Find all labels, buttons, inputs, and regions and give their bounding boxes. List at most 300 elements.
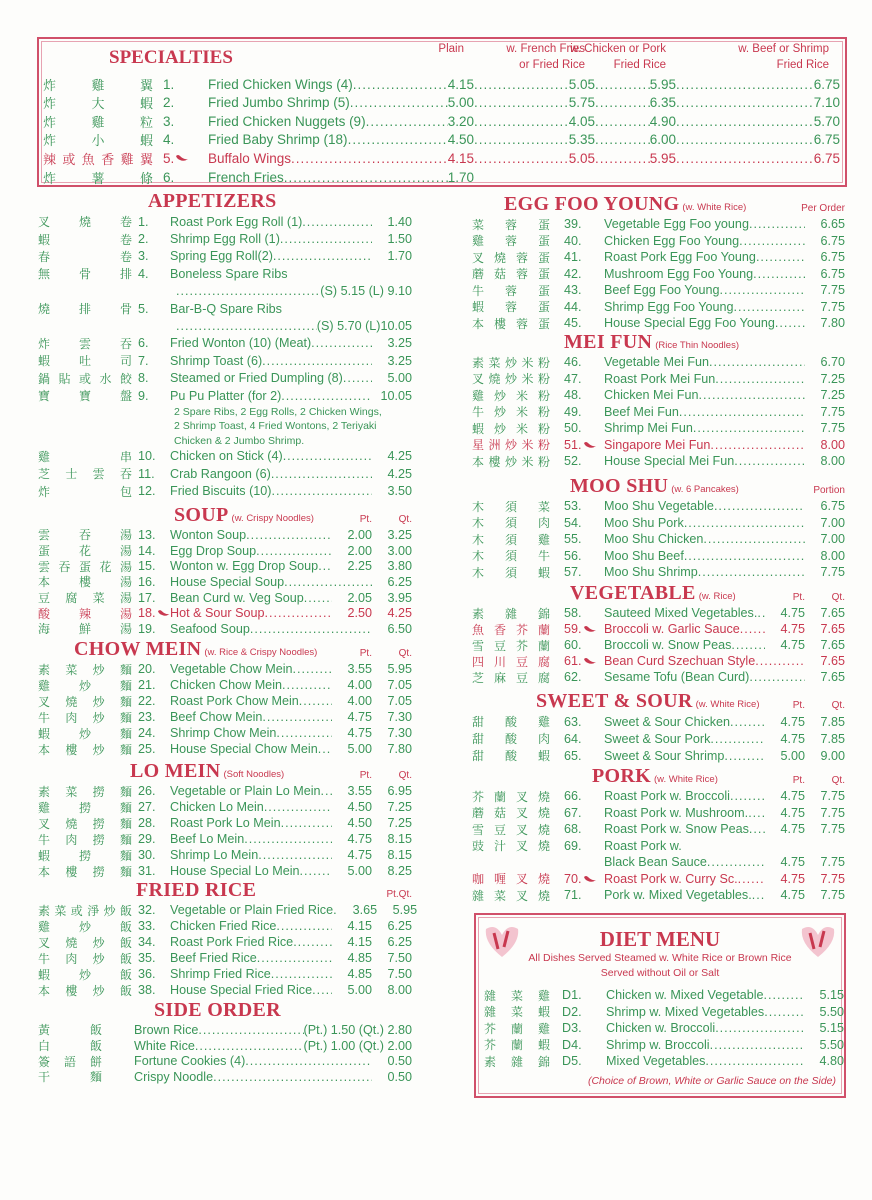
- item-body: [134, 1023, 412, 1037]
- dot-leader: [739, 234, 805, 248]
- price-segment: [474, 114, 595, 129]
- item-body: [604, 549, 845, 563]
- price-segment: [474, 151, 595, 166]
- section-sweet-sour: [472, 691, 845, 764]
- price-column-label: Pt.: [359, 514, 372, 525]
- item-body: [170, 832, 412, 846]
- specialty-row: [39, 94, 840, 112]
- chinese-name: 雲吞蛋花湯: [38, 559, 132, 574]
- item-number: [564, 516, 604, 530]
- dot-leader: [281, 389, 372, 403]
- item-name: Sweet & Sour Pork: [604, 731, 711, 746]
- price-segment: [474, 95, 595, 110]
- item-number: [138, 575, 170, 589]
- dot-leader: [299, 694, 332, 708]
- section-title: MOO SHU: [570, 475, 669, 497]
- dot-leader: [474, 95, 569, 110]
- item-name: Vegetable Egg Foo young: [604, 217, 749, 232]
- item-number: [564, 715, 604, 729]
- item-number-text: 52.: [564, 454, 582, 469]
- price-column-label: Qt.: [398, 514, 412, 525]
- chinese-name: 雪豆芥蘭: [472, 638, 550, 653]
- dot-leader: [684, 516, 805, 530]
- price-column-labels: [801, 203, 845, 214]
- price-column-labels: [386, 889, 412, 900]
- item-number-text: 68.: [564, 822, 582, 837]
- item-number: [138, 267, 170, 281]
- item-name: Bar-B-Q Spare Ribs: [170, 301, 282, 316]
- item-number: [138, 544, 170, 558]
- chinese-name: 蝦撈麵: [38, 848, 132, 863]
- chinese-name: 豆腐菜湯: [38, 591, 132, 606]
- item-number: [138, 983, 170, 997]
- chinese-name: 雞 串: [38, 449, 132, 464]
- dot-leader: [756, 250, 805, 264]
- dot-leader: [707, 855, 765, 869]
- chinese-name: 木須肉: [472, 516, 550, 531]
- item-body: [604, 622, 845, 636]
- dot-leader: [264, 800, 332, 814]
- item-name: Singapore Mei Fun: [604, 437, 711, 452]
- price: 2.05: [347, 590, 372, 605]
- column-header-2: [570, 41, 666, 73]
- dot-leader: [195, 1039, 304, 1053]
- dot-leader: [176, 284, 320, 298]
- price-column-label: Pt.: [359, 648, 372, 659]
- dot-leader: [176, 319, 317, 333]
- price: 6.75: [813, 76, 840, 92]
- menu-item: [472, 653, 845, 669]
- item-number-text: 15.: [138, 559, 156, 574]
- dot-leader: [714, 499, 805, 513]
- section-vegetable: [472, 583, 845, 685]
- item-number-text: D3.: [562, 1021, 582, 1036]
- specialty-row: [39, 131, 840, 149]
- section-heading: [174, 504, 314, 527]
- item-number-text: 10.: [138, 449, 156, 464]
- item-number-text: 4.: [138, 266, 149, 281]
- price: 6.25: [387, 574, 412, 589]
- item-number: [564, 454, 604, 468]
- item-body: [134, 1054, 412, 1068]
- menu-item: [38, 783, 412, 799]
- item-body: [604, 888, 845, 902]
- dot-leader: [258, 848, 332, 862]
- menu-item: [472, 713, 845, 730]
- price: 2.00: [347, 543, 372, 558]
- section-header: [38, 1000, 412, 1022]
- item-number-text: 7.: [138, 353, 149, 368]
- price-column-label: Qt.: [831, 775, 845, 786]
- menu-item: [38, 863, 412, 879]
- dot-leader: [321, 784, 332, 798]
- price: 7.80: [820, 316, 845, 331]
- dot-leader: [764, 1005, 804, 1019]
- price: 5.95: [392, 903, 418, 917]
- dot-leader: [731, 638, 765, 652]
- chinese-name: 星洲炒米粉: [472, 438, 550, 453]
- dot-leader: [271, 967, 332, 981]
- hot-pepper-icon: [583, 875, 597, 883]
- item-number-text: 55.: [564, 532, 582, 547]
- chinese-name: 鍋貼或水餃: [38, 371, 132, 386]
- item-number: [138, 302, 170, 316]
- item-number-text: 65.: [564, 748, 582, 763]
- menu-item: [484, 1020, 844, 1037]
- section-subtitle: (w. Rice): [698, 591, 736, 602]
- price: 7.75: [820, 283, 845, 298]
- item-number: [138, 832, 170, 846]
- item-name: Roast Pork w.: [604, 838, 682, 853]
- price: 6.75: [813, 132, 840, 148]
- menu-item: [472, 371, 845, 388]
- item-number-text: 60.: [564, 638, 582, 652]
- chinese-name: 雞炒飯: [38, 919, 132, 934]
- menu-item: [38, 693, 412, 709]
- menu-item: [472, 453, 845, 470]
- item-name: Beef Fried Rice: [170, 951, 257, 965]
- item-number: [564, 234, 604, 248]
- chinese-name: 寶寶盤: [38, 389, 132, 404]
- menu-item: [472, 871, 845, 888]
- section-heading: [504, 193, 746, 216]
- item-number-text: 17.: [138, 590, 156, 605]
- item-body: [604, 715, 845, 729]
- chinese-name: 雜菜雞: [484, 988, 550, 1003]
- menu-item: [38, 230, 412, 247]
- item-number-text: 70.: [564, 871, 582, 886]
- item-number-text: 57.: [564, 565, 582, 580]
- item-body: [170, 302, 412, 316]
- item-body: [604, 438, 845, 452]
- chinese-name: 雲吞湯: [38, 528, 132, 543]
- item-number: [138, 249, 170, 263]
- price: 5.00: [447, 95, 474, 111]
- chinese-name: 干 麵: [38, 1070, 102, 1085]
- dot-leader: [595, 95, 650, 110]
- chinese-name: 雜菜蝦: [484, 1005, 550, 1020]
- price-segment: [676, 77, 840, 92]
- item-number-text: 59.: [564, 622, 582, 636]
- item-number: [564, 499, 604, 513]
- chinese-name: 咖喱叉燒: [472, 872, 550, 887]
- item-name: Shrimp Mei Fun: [604, 421, 693, 436]
- item-number: [564, 372, 604, 386]
- chinese-name: 四川豆腐: [472, 654, 550, 669]
- menu-item: [38, 483, 412, 500]
- price-column-label: Pt.: [792, 592, 805, 603]
- menu-item: [472, 637, 845, 653]
- section-title: EGG FOO YOUNG: [504, 193, 680, 215]
- item-name: Seafood Soup: [170, 621, 250, 636]
- item-number: [564, 388, 604, 402]
- price: 6.75: [820, 250, 845, 265]
- item-body: [170, 951, 412, 965]
- item-number-text: 9.: [138, 388, 149, 403]
- price: 5.00: [347, 742, 372, 756]
- section-heading: [564, 331, 739, 354]
- item-number-text: 11.: [138, 466, 155, 481]
- price: 3.25: [387, 527, 412, 542]
- price: 2.25: [347, 559, 372, 574]
- item-body: [604, 822, 845, 836]
- section-subtitle: (w. Crispy Noodles): [231, 513, 314, 524]
- column-header-line: Plain: [438, 43, 464, 55]
- specialty-row: [39, 75, 840, 93]
- section-header: [472, 766, 845, 788]
- dot-leader: [752, 888, 765, 902]
- item-body: [170, 267, 412, 281]
- item-number: [564, 549, 604, 563]
- diet-menu-box: [474, 913, 846, 1098]
- price: 7.75: [820, 565, 845, 580]
- item-body: [170, 336, 412, 350]
- chinese-name: 蝦炒米粉: [472, 421, 550, 436]
- price: 3.95: [387, 590, 412, 605]
- price: 6.75: [820, 266, 845, 281]
- item-number: [564, 565, 604, 579]
- item-body: [170, 800, 412, 814]
- dot-leader: [749, 822, 765, 836]
- menu-item: [472, 249, 845, 266]
- dot-leader: [276, 726, 332, 740]
- price: 9.00: [820, 748, 845, 763]
- item-name: Pork w. Mixed Vegetables.: [604, 888, 752, 903]
- price: 6.95: [387, 784, 412, 798]
- chinese-name: 本樓蓉蛋: [472, 316, 550, 331]
- hot-pepper-icon: [583, 441, 597, 449]
- item-number: [564, 749, 604, 763]
- price: 1.50: [387, 232, 412, 247]
- menu-item: [472, 515, 845, 532]
- menu-item: [38, 1022, 412, 1038]
- menu-item: [484, 987, 844, 1004]
- item-number-text: 71.: [564, 888, 582, 903]
- chinese-name: 甜酸肉: [472, 732, 550, 746]
- price-column-label: Pt.: [792, 700, 805, 711]
- price: 4.15: [447, 150, 474, 166]
- price: 5.50: [819, 1037, 844, 1052]
- item-number: [163, 95, 208, 110]
- dot-leader: [244, 832, 332, 846]
- item-body: [604, 355, 845, 369]
- menu-item: [38, 590, 412, 606]
- item-body: [170, 449, 412, 463]
- price-sizes: (Pt.) 1.50 (Qt.) 2.80: [303, 1022, 412, 1037]
- dot-leader: [676, 151, 814, 166]
- chinese-name: 炸雲吞: [38, 336, 132, 351]
- menu-item: [472, 315, 845, 332]
- item-number: [564, 606, 604, 620]
- price: 5.95: [649, 76, 676, 92]
- price-column-labels: [765, 592, 845, 603]
- dot-leader: [281, 816, 332, 830]
- dot-leader: [246, 528, 332, 542]
- price: 7.75: [820, 855, 845, 870]
- item-number-text: 22.: [138, 694, 156, 708]
- item-body: [170, 591, 412, 605]
- item-body: [604, 499, 845, 513]
- price: 4.75: [347, 726, 372, 740]
- price-segment: [595, 151, 676, 166]
- price: 8.00: [820, 437, 845, 452]
- section-title: SIDE ORDER: [154, 999, 281, 1021]
- item-number-text: 51.: [564, 437, 582, 452]
- price: 7.65: [820, 606, 845, 620]
- item-description: 2 Spare Ribs, 2 Egg Rolls, 2 Chicken Wings,: [174, 405, 382, 418]
- item-body: [606, 1005, 844, 1019]
- section-heading: [536, 690, 759, 713]
- price: 4.85: [347, 967, 372, 981]
- item-body: [170, 919, 412, 933]
- chinese-name: 叉燒卷: [38, 215, 132, 230]
- dot-leader: [474, 151, 569, 166]
- item-name: Boneless Spare Ribs: [170, 266, 288, 281]
- item-name: French Fries: [208, 169, 284, 185]
- item-number: [564, 806, 604, 820]
- dot-leader: [693, 421, 805, 435]
- item-name: Shrimp w. Broccoli: [606, 1037, 710, 1052]
- item-number-text: 50.: [564, 421, 582, 436]
- item-body: [606, 1054, 844, 1068]
- price-sizes: (S) 5.70 (L)10.05: [316, 319, 412, 334]
- item-body: [604, 250, 845, 264]
- chinese-name: 雞撈麵: [38, 800, 132, 815]
- item-name: Fried Baby Shrimp (18): [208, 132, 348, 148]
- item-number: [138, 903, 170, 917]
- item-body: [170, 232, 412, 246]
- item-number: [564, 355, 604, 369]
- diet-menu-title: DIET MENU: [599, 927, 721, 951]
- dot-leader: [282, 678, 332, 692]
- item-name: Broccoli w. Garlic Sauce: [604, 622, 740, 636]
- menu-item: [38, 370, 412, 387]
- item-number-text: 40.: [564, 233, 582, 248]
- menu-item: [38, 300, 412, 317]
- item-number-text: 35.: [138, 951, 156, 965]
- dot-leader: [312, 983, 332, 997]
- item-body: [170, 903, 418, 917]
- item-number: [138, 662, 170, 676]
- item-name: Fried Biscuits (10): [170, 484, 272, 499]
- dot-leader: [734, 300, 805, 314]
- menu-item: [472, 838, 845, 855]
- menu-item: [472, 498, 845, 515]
- item-body: [170, 354, 412, 368]
- item-number-text: 56.: [564, 548, 582, 563]
- item-name: Roast Pork Lo Mein: [170, 816, 281, 830]
- price: 7.65: [820, 622, 845, 636]
- item-name: Steamed or Fried Dumpling (8): [170, 371, 343, 386]
- item-number: [138, 919, 170, 933]
- price: 5.50: [819, 1004, 844, 1019]
- price: 5.00: [387, 371, 412, 386]
- item-number-text: 54.: [564, 515, 582, 530]
- menu-item: [472, 266, 845, 283]
- specialty-row: [39, 149, 840, 167]
- dot-leader: [257, 951, 332, 965]
- item-number-text: 63.: [564, 714, 582, 729]
- menu-item: [38, 543, 412, 559]
- price: 7.00: [820, 532, 845, 547]
- menu-item: [38, 1053, 412, 1069]
- item-number: [564, 732, 604, 746]
- price: 7.00: [820, 515, 845, 530]
- price: 5.00: [347, 983, 372, 997]
- price: 7.75: [820, 299, 845, 314]
- dot-leader: [734, 454, 805, 468]
- dot-leader: [474, 114, 569, 129]
- item-number-text: 30.: [138, 848, 156, 862]
- item-body: [170, 816, 412, 830]
- price-segment: [595, 114, 676, 129]
- chinese-name: 雞炒米粉: [472, 388, 550, 403]
- dot-leader: [213, 1070, 372, 1084]
- menu-item: [38, 918, 412, 934]
- price: 7.75: [820, 822, 845, 837]
- item-number: [562, 988, 606, 1002]
- item-number: [562, 1005, 606, 1019]
- chinese-name: 蘑菇蓉蛋: [472, 267, 550, 282]
- hot-pepper-icon: [157, 609, 170, 617]
- price: 3.80: [387, 559, 412, 574]
- item-number-text: 13.: [138, 527, 156, 542]
- item-name: Chicken w. Mixed Vegetable: [606, 988, 764, 1003]
- item-number: [564, 822, 604, 836]
- item-number-text: 45.: [564, 316, 582, 331]
- chinese-name: 木須菜: [472, 499, 550, 514]
- dot-leader: [595, 114, 650, 129]
- menu-item: [38, 831, 412, 847]
- price: 8.25: [387, 864, 412, 878]
- item-number-text: 69.: [564, 838, 582, 853]
- item-name: House Special Fried Rice: [170, 983, 313, 997]
- menu-item: [472, 233, 845, 250]
- section-pork: [472, 766, 845, 904]
- item-number-text: D1.: [562, 988, 582, 1003]
- price: 4.75: [780, 805, 805, 820]
- menu-item: [484, 1004, 844, 1021]
- item-body: [604, 532, 845, 546]
- price-column-label: Qt.: [398, 770, 412, 781]
- item-name: White Rice: [134, 1038, 195, 1053]
- price: 3.25: [387, 336, 412, 351]
- item-body: [170, 249, 412, 263]
- item-number-text: 31.: [138, 864, 156, 878]
- item-name: Buffalo Wings: [208, 150, 292, 166]
- price-segment: [208, 132, 474, 147]
- item-name: Shrimp Egg Foo Young: [604, 299, 734, 314]
- dot-leader: [273, 249, 372, 263]
- price: 4.00: [347, 678, 372, 692]
- item-number-text: 6.: [138, 336, 149, 351]
- menu-item: [38, 902, 418, 918]
- item-number-text: 42.: [564, 266, 582, 281]
- item-number: [138, 591, 170, 605]
- chinese-name: 本樓撈麵: [38, 864, 132, 879]
- menu-item: [472, 747, 845, 764]
- item-number: [562, 1038, 606, 1052]
- item-number: [562, 1021, 606, 1035]
- menu-item: [472, 548, 845, 565]
- price: 4.85: [347, 951, 372, 965]
- menu-item: [38, 335, 412, 352]
- dot-leader: [730, 715, 765, 729]
- item-name: Mushroom Egg Foo Young: [604, 266, 754, 281]
- item-number: [564, 250, 604, 264]
- price: 7.75: [820, 404, 845, 419]
- item-number-text: 66.: [564, 789, 582, 804]
